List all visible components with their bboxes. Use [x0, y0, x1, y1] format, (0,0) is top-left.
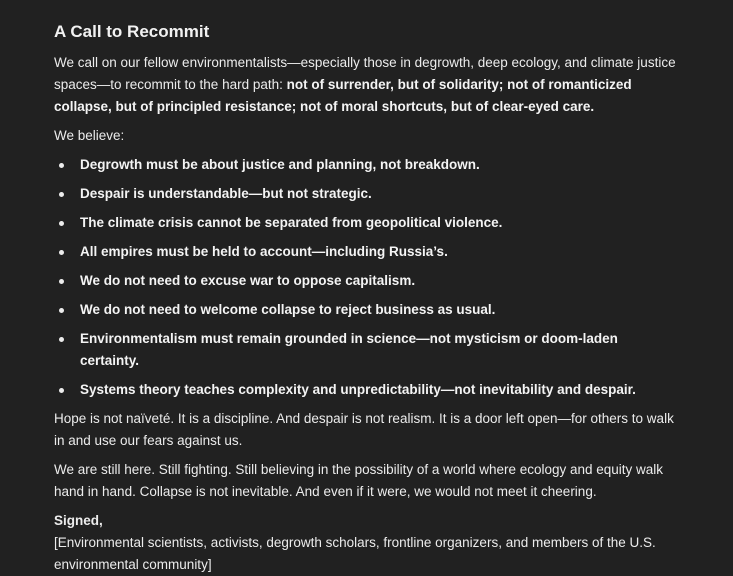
bullet-icon — [59, 163, 64, 168]
intro-paragraph — [54, 52, 679, 118]
section-heading: A Call to Recommit — [54, 22, 210, 41]
intro-text: We call on our fellow environmentalists—especially those in degrowth, deep ecology, and climate justice spaces—to recommit to the hard path: — [54, 55, 676, 92]
bullet-icon — [59, 279, 64, 284]
list-item: The climate crisis cannot be separated from geopolitical violence. — [54, 212, 679, 234]
list-item: Environmentalism must remain grounded in science—not mysticism or doom-laden certainty. — [54, 328, 679, 372]
bullet-icon — [59, 221, 64, 226]
bullet-icon — [59, 337, 64, 342]
list-item: Systems theory teaches complexity and unpredictability—not inevitability and despair. — [54, 379, 679, 401]
we-believe-label: We believe: — [54, 128, 125, 143]
list-item: Despair is understandable—but not strategic. — [54, 183, 679, 205]
intro-bold-text: not of surrender, but of solidarity; not of romanticized collapse, but of principled resistance; not of moral shortcuts, but of clear-eyed care. — [54, 77, 632, 114]
bullet-icon — [59, 388, 64, 393]
still-here-paragraph: We are still here. Still fighting. Still believing in the possibility of a world where ecology and equity walk hand in hand. Collapse is not inevitable. And even if it were, we would not meet it cheering. — [54, 462, 664, 499]
signatories: [Environmental scientists, activists, degrowth scholars, frontline organizers, and members of the U.S. environmental community] — [54, 535, 656, 572]
list-item: All empires must be held to account—including Russia’s. — [54, 241, 679, 263]
list-item: Degrowth must be about justice and planning, not breakdown. — [54, 154, 679, 176]
bullet-icon — [59, 308, 64, 313]
bullet-icon — [59, 192, 64, 197]
list-item: We do not need to welcome collapse to reject business as usual. — [54, 299, 679, 321]
list-item: We do not need to excuse war to oppose capitalism. — [54, 270, 679, 292]
message-content — [54, 18, 679, 576]
hope-paragraph: Hope is not naïveté. It is a discipline. And despair is not realism. It is a door left open—for others to walk in and use our fears against us. — [54, 411, 674, 448]
signed-label: Signed, — [54, 513, 103, 528]
beliefs-list — [54, 154, 679, 401]
bullet-icon — [59, 250, 64, 255]
